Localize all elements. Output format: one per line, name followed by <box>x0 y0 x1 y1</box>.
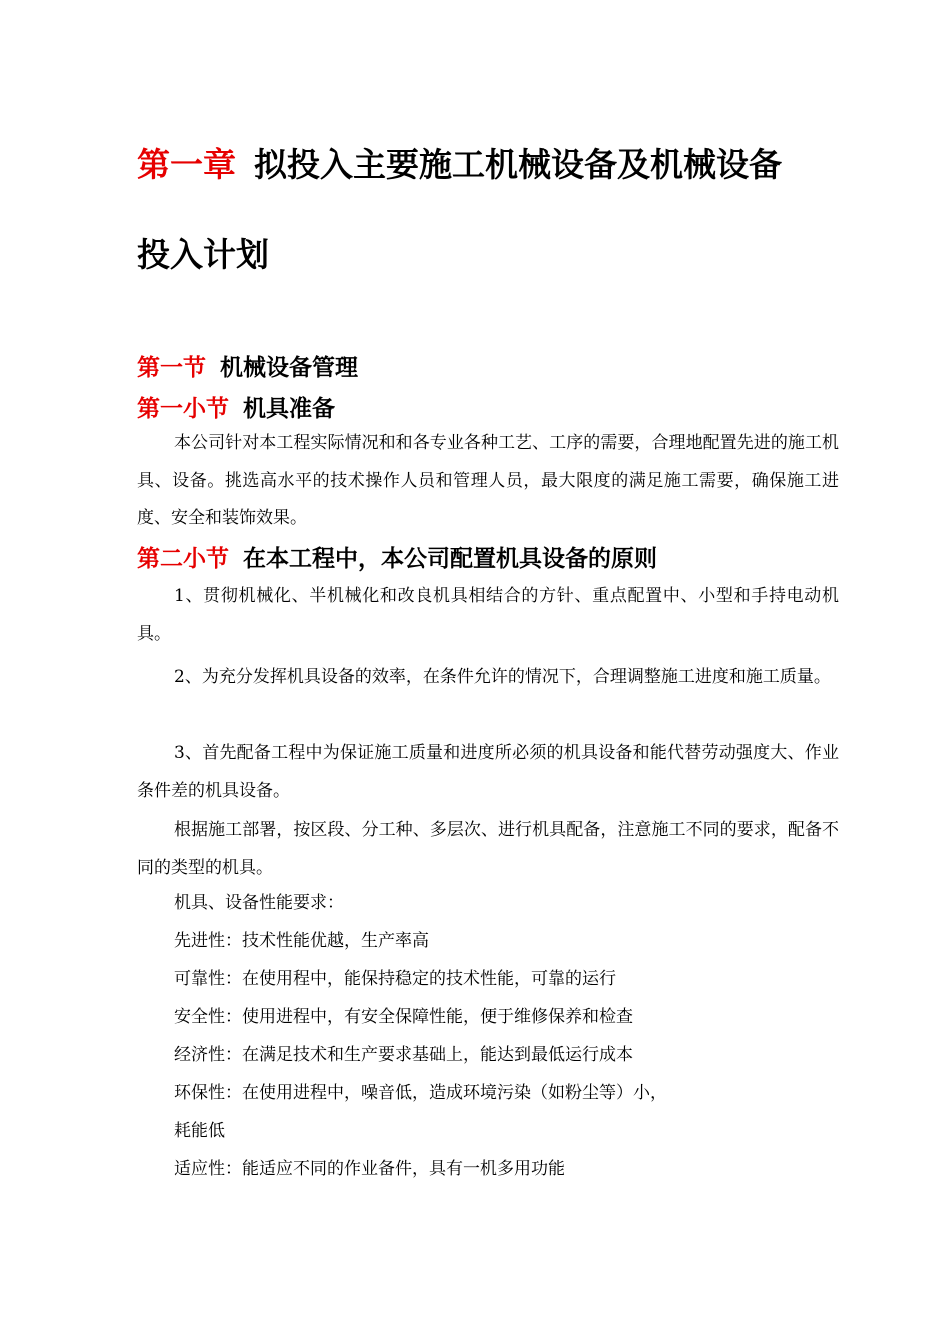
requirement-safety: 安全性：使用进程中，有安全保障性能，便于维修保养和检查 <box>174 1007 633 1027</box>
requirement-advanced: 先进性：技术性能优越，生产率高 <box>174 931 429 951</box>
requirement-environment-continued: 耗能低 <box>174 1121 225 1141</box>
subsection-1-title: 机具准备 <box>243 396 335 422</box>
chapter-title-line2: 投入计划 <box>137 235 269 274</box>
section-heading <box>137 357 358 380</box>
chapter-heading <box>137 145 837 184</box>
subsection-2-heading <box>137 548 657 571</box>
principle-paragraph-1: 1、贯彻机械化、半机械化和改良机具相结合的方针、重点配置中、小型和手持电动机具。 <box>137 586 839 644</box>
section-number: 第一节 <box>137 355 206 381</box>
subsection-1-paragraph: 本公司针对本工程实际情况和和各专业各种工艺、工序的需要，合理地配置先进的施工机具、设备。挑选高水平的技术操作人员和管理人员，最大限度的满足施工需要，确保施工进度、安全和装饰效果。 <box>137 433 839 528</box>
subsection-1-number: 第一小节 <box>137 396 229 422</box>
chapter-title-line1: 拟投入主要施工机械设备及机械设备 <box>254 145 782 184</box>
chapter-number: 第一章 <box>137 145 236 184</box>
principle-paragraph-4: 根据施工部署，按区段、分工种、多层次、进行机具配备，注意施工不同的要求，配备不同的类型的机具。 <box>137 820 839 878</box>
requirement-reliability: 可靠性：在使用程中，能保持稳定的技术性能，可靠的运行 <box>174 969 616 989</box>
requirement-adaptability: 适应性：能适应不同的作业备件，具有一机多用功能 <box>174 1159 565 1179</box>
principle-paragraph-2: 2、为充分发挥机具设备的效率，在条件允许的情况下，合理调整施工进度和施工质量。 <box>174 667 831 687</box>
subsection-2-title: 在本工程中，本公司配置机具设备的原则 <box>243 546 657 572</box>
subsection-2-number: 第二小节 <box>137 546 229 572</box>
section-title: 机械设备管理 <box>220 355 358 381</box>
requirement-economy: 经济性：在满足技术和生产要求基础上，能达到最低运行成本 <box>174 1045 633 1065</box>
requirements-intro: 机具、设备性能要求： <box>174 893 344 913</box>
requirement-environment: 环保性：在使用进程中，噪音低，造成环境污染（如粉尘等）小， <box>174 1083 667 1103</box>
principle-paragraph-3: 3、首先配备工程中为保证施工质量和进度所必须的机具设备和能代替劳动强度大、作业条件差的机具设备。 <box>137 743 839 801</box>
subsection-1-heading <box>137 398 335 421</box>
